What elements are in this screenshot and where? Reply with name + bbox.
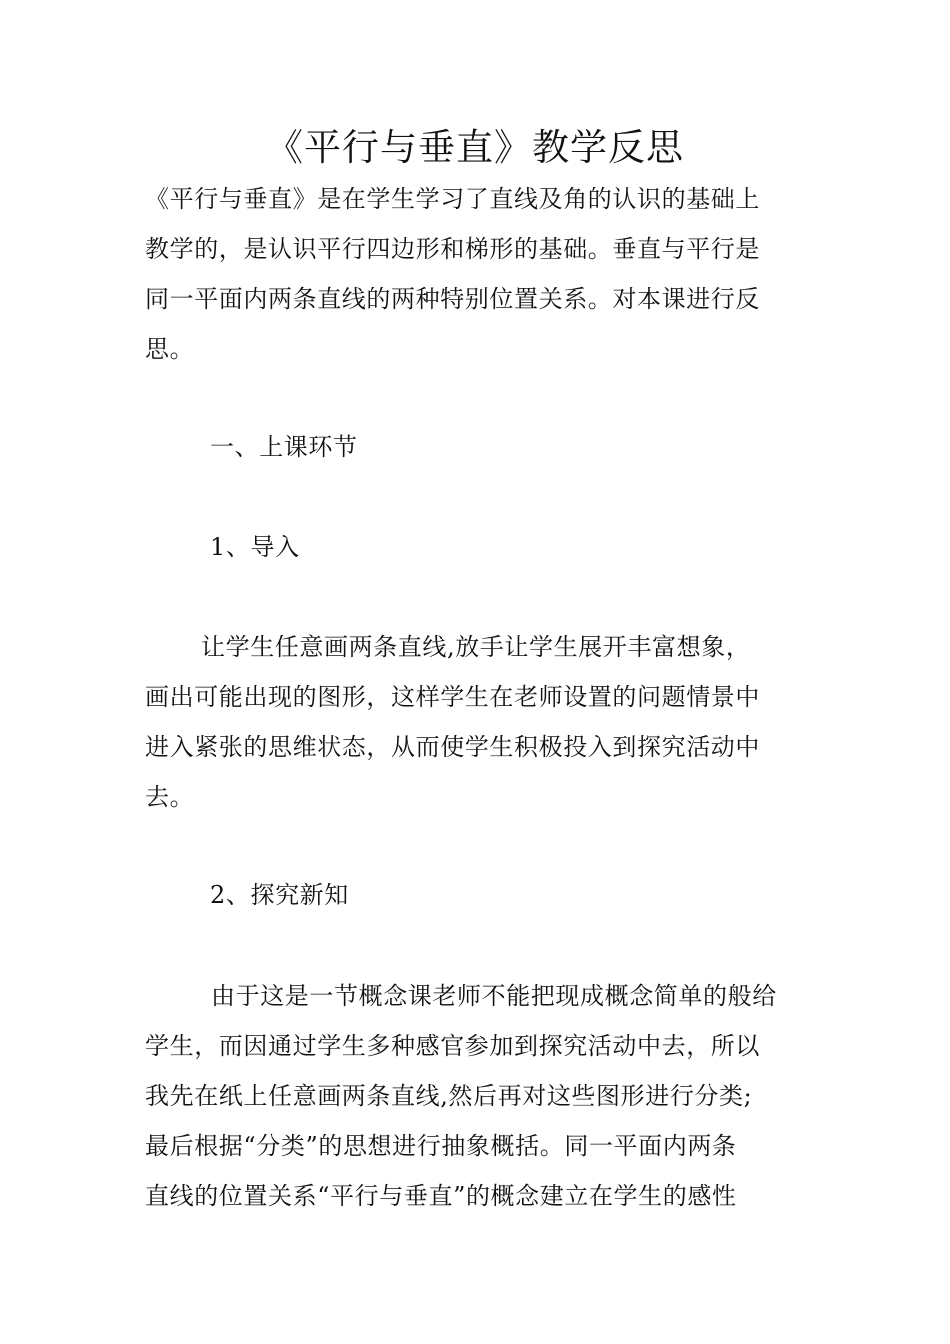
subsection-1-paragraph bbox=[145, 622, 805, 822]
paragraph-line: 画出可能出现的图形，这样学生在老师设置的问题情景中 bbox=[145, 683, 760, 711]
paragraph-line: 直线的位置关系“平行与垂直”的概念建立在学生的感性 bbox=[145, 1182, 737, 1210]
paragraph-line: 进入紧张的思维状态，从而使学生积极投入到探究活动中 bbox=[145, 733, 760, 761]
paragraph-line: 学生，而因通过学生多种感官参加到探究活动中去，所以 bbox=[145, 1032, 760, 1060]
subsection-heading-2: 2、探究新知 bbox=[210, 881, 349, 909]
paragraph-line: 我先在纸上任意画两条直线,然后再对这些图形进行分类; bbox=[145, 1082, 753, 1110]
subsection-2-paragraph bbox=[145, 971, 805, 1221]
paragraph-line: 去。 bbox=[145, 783, 195, 811]
section-heading-1: 一、上课环节 bbox=[210, 433, 358, 461]
intro-line: 思。 bbox=[145, 335, 195, 363]
intro-line: 教学的，是认识平行四边形和梯形的基础。垂直与平行是 bbox=[145, 235, 760, 263]
subsection-heading-1: 1、导入 bbox=[210, 533, 300, 561]
intro-paragraph bbox=[145, 174, 805, 374]
paragraph-line: 最后根据“分类”的思想进行抽象概括。同一平面内两条 bbox=[145, 1132, 737, 1160]
intro-line: 同一平面内两条直线的两种特别位置关系。对本课进行反 bbox=[145, 285, 760, 313]
intro-line: 《平行与垂直》是在学生学习了直线及角的认识的基础上 bbox=[145, 185, 760, 213]
paragraph-line: 让学生任意画两条直线,放手让学生展开丰富想象， bbox=[201, 633, 751, 661]
paragraph-line: 由于这是一节概念课老师不能把现成概念简单的般给 bbox=[211, 982, 777, 1010]
document-title: 《平行与垂直》教学反思 bbox=[266, 126, 684, 169]
